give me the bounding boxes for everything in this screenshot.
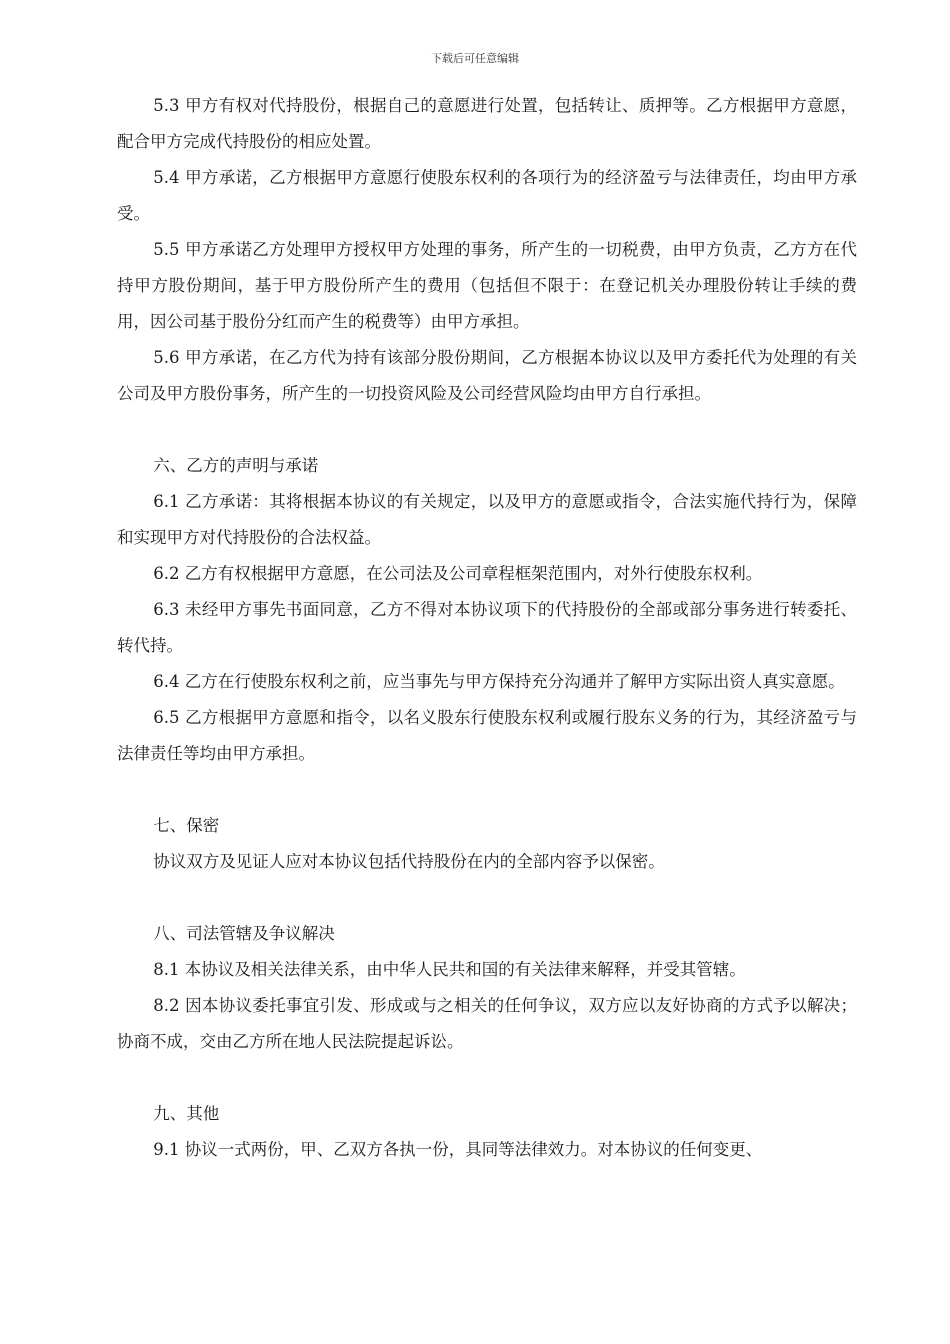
section-spacer <box>117 772 857 808</box>
clause-6-4: 6.4 乙方在行使股东权利之前，应当事先与甲方保持充分沟通并了解甲方实际出资人真实意愿。 <box>153 672 845 691</box>
clause-5-5: 5.5 甲方承诺乙方处理甲方授权甲方处理的事务，所产生的一切税费，由甲方负责，乙方方在代持甲方股份期间，基于甲方股份所产生的费用（包括但不限于：在登记机关办理股份转让手续的费用，因公司基于股份分红而产生的税费等）由甲方承担。 <box>117 240 857 331</box>
clause-6-5: 6.5 乙方根据甲方意愿和指令，以名义股东行使股东权利或履行股东义务的行为，其经济盈亏与法律责任等均由甲方承担。 <box>117 708 857 763</box>
section-7-heading: 七、保密 <box>153 816 220 835</box>
section-spacer <box>117 412 857 448</box>
clause-5-4: 5.4 甲方承诺，乙方根据甲方意愿行使股东权利的各项行为的经济盈亏与法律责任，均由甲方承受。 <box>117 168 857 223</box>
section-6-heading: 六、乙方的声明与承诺 <box>153 456 319 475</box>
section-spacer <box>117 880 857 916</box>
section-9-heading: 九、其他 <box>153 1104 220 1123</box>
clause-5-6: 5.6 甲方承诺，在乙方代为持有该部分股份期间，乙方根据本协议以及甲方委托代为处理的有关公司及甲方股份事务，所产生的一切投资风险及公司经营风险均由甲方自行承担。 <box>117 348 857 403</box>
clause-8-1: 8.1 本协议及相关法律关系，由中华人民共和国的有关法律来解释，并受其管辖。 <box>153 960 746 979</box>
clause-6-2: 6.2 乙方有权根据甲方意愿，在公司法及公司章程框架范围内，对外行使股东权利。 <box>153 564 763 583</box>
clause-5-3: 5.3 甲方有权对代持股份，根据自己的意愿进行处置，包括转让、质押等。乙方根据甲方意愿，配合甲方完成代持股份的相应处置。 <box>117 96 857 151</box>
section-8-heading: 八、司法管辖及争议解决 <box>153 924 335 943</box>
clause-8-2: 8.2 因本协议委托事宜引发、形成或与之相关的任何争议，双方应以友好协商的方式予以解决；协商不成，交由乙方所在地人民法院提起诉讼。 <box>117 996 857 1051</box>
section-spacer <box>117 1060 857 1096</box>
clause-7-1: 协议双方及见证人应对本协议包括代持股份在内的全部内容予以保密。 <box>153 852 665 871</box>
clause-9-1: 9.1 协议一式两份，甲、乙双方各执一份，具同等法律效力。对本协议的任何变更、 <box>153 1140 763 1159</box>
page-header: 下载后可任意编辑 <box>431 52 519 65</box>
clause-6-1: 6.1 乙方承诺：其将根据本协议的有关规定，以及甲方的意愿或指令，合法实施代持行为，保障和实现甲方对代持股份的合法权益。 <box>117 492 857 547</box>
clause-6-3: 6.3 未经甲方事先书面同意，乙方不得对本协议项下的代持股份的全部或部分事务进行转委托、转代持。 <box>117 600 857 655</box>
document-body <box>117 88 857 1168</box>
